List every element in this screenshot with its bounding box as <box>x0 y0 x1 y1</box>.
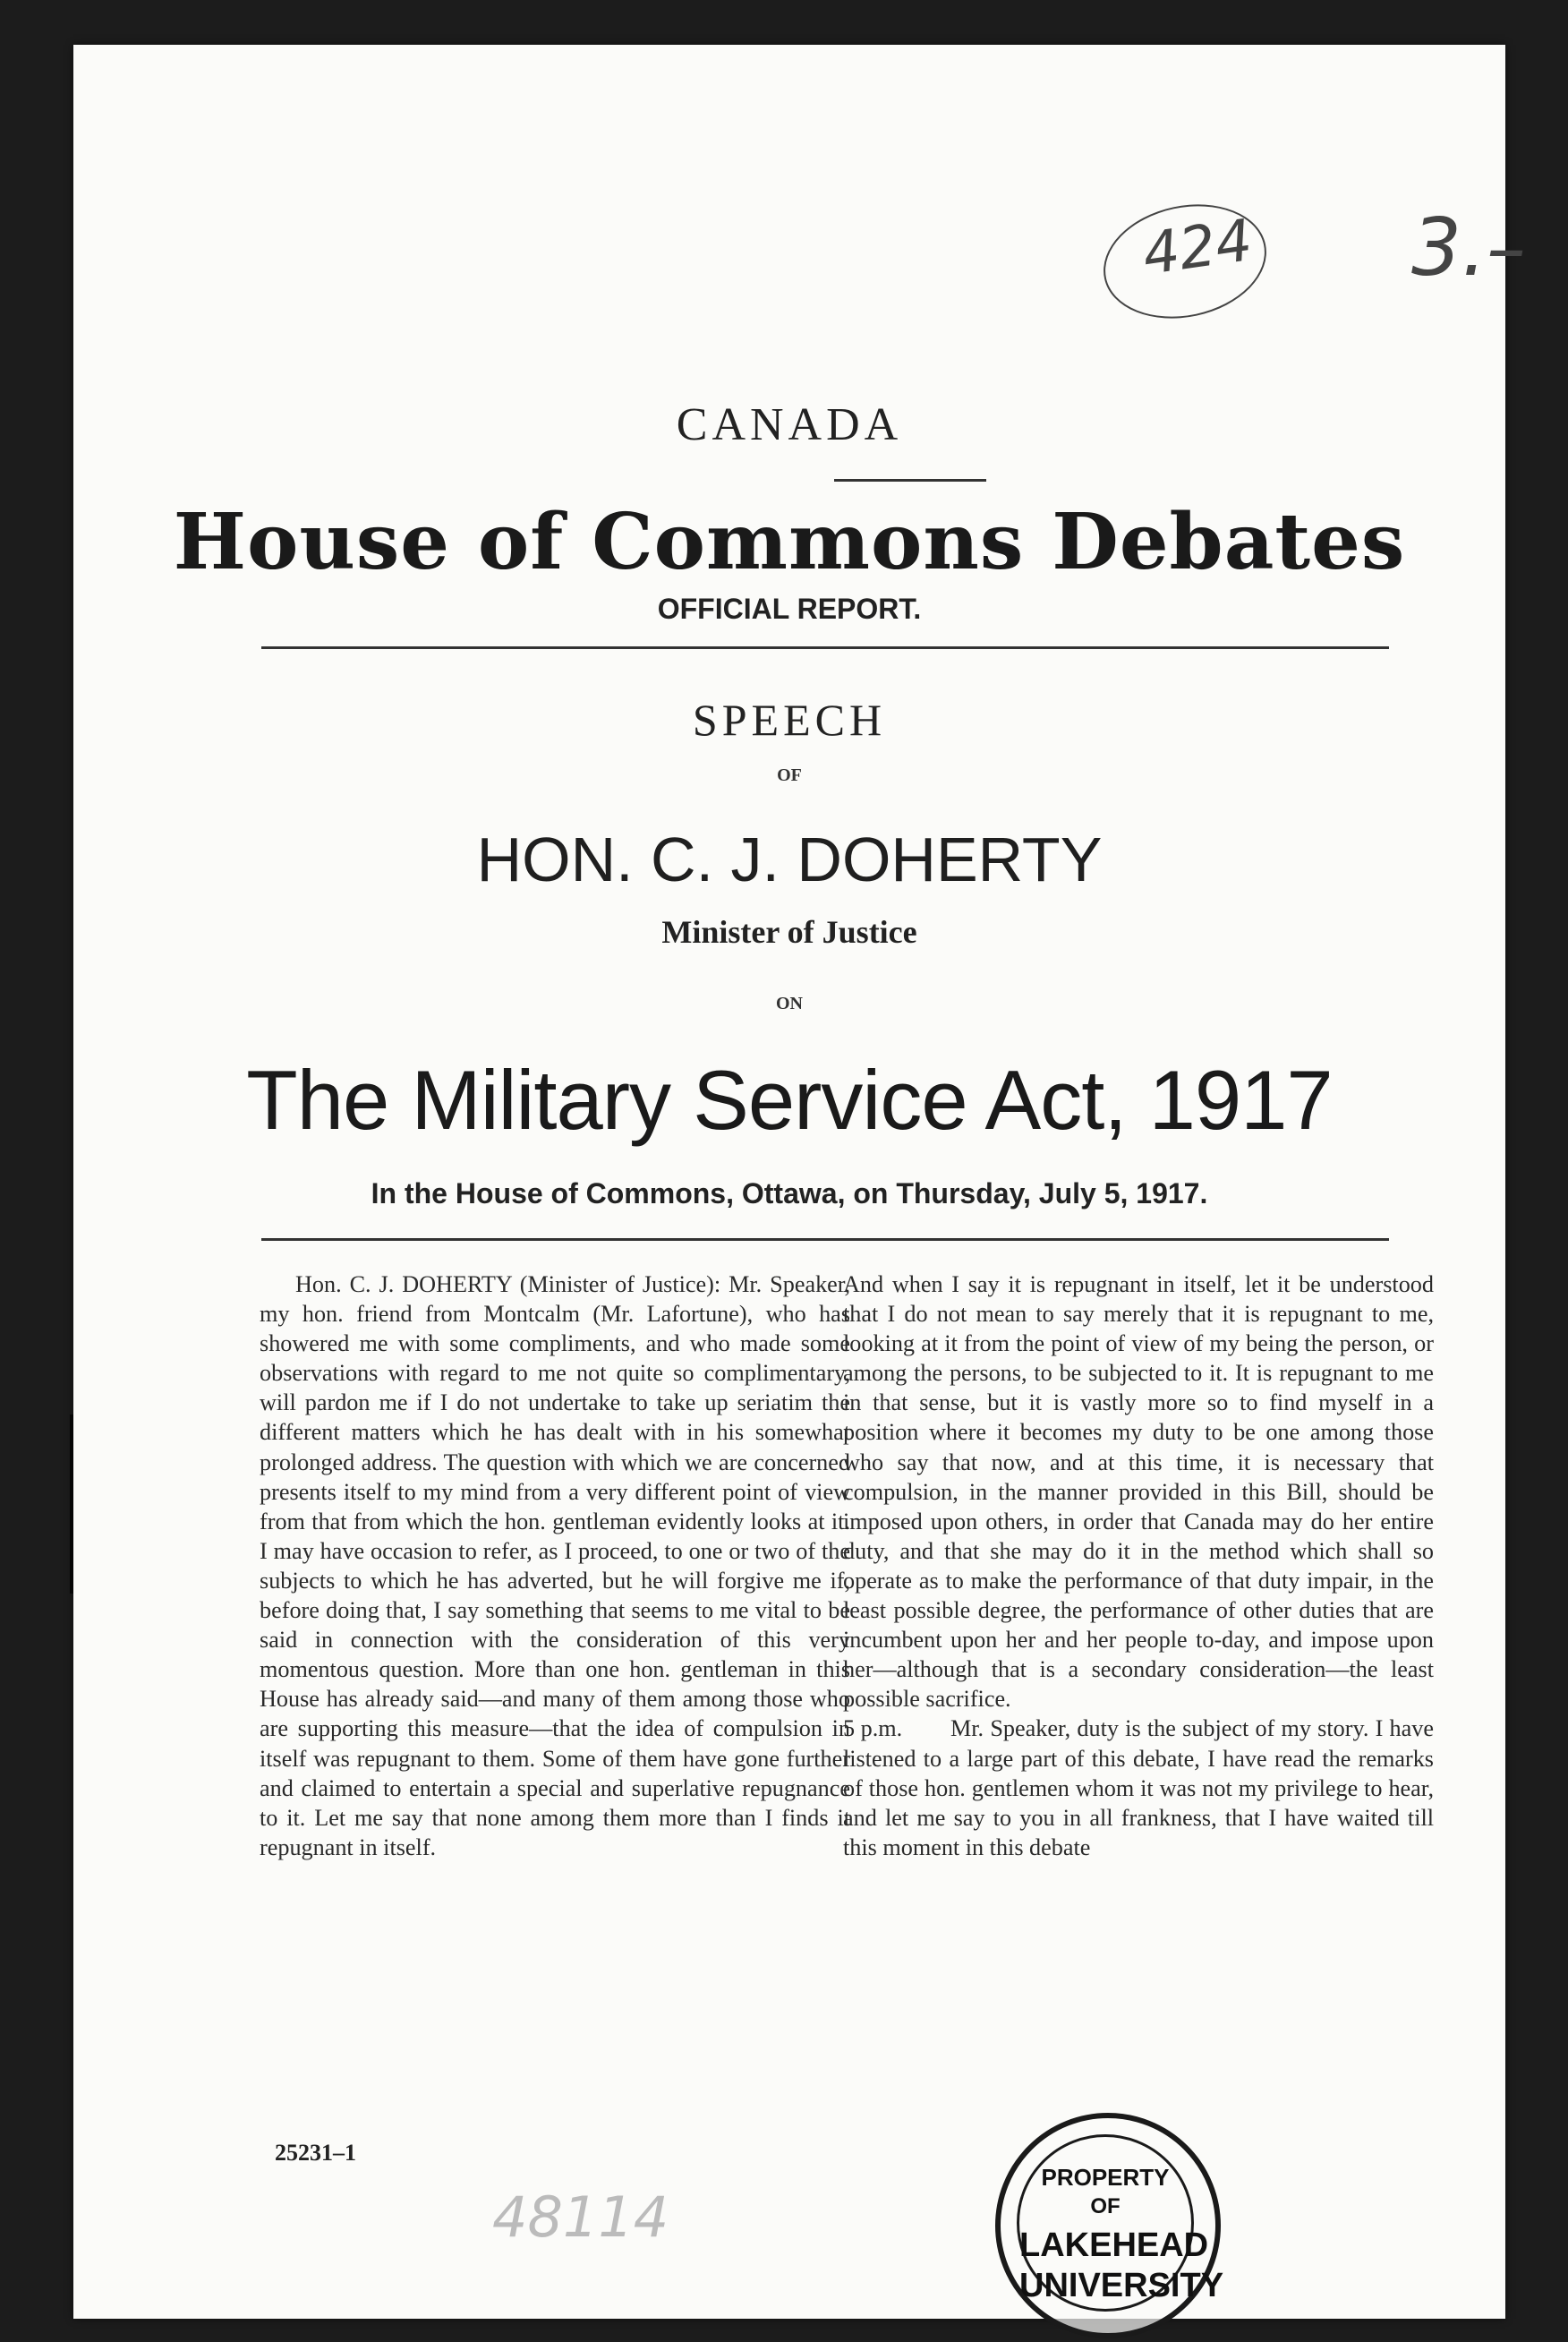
stamp-line-4: UNIVERSITY <box>1019 2267 1224 2304</box>
library-stamp <box>995 2113 1224 2338</box>
right-column-para-2-wrap <box>843 1714 1434 1861</box>
print-code: 25231–1 <box>275 2140 356 2166</box>
on-label: ON <box>776 994 803 1013</box>
left-column-text: Hon. C. J. DOHERTY (Minister of Justice): Mr. Speaker, my hon. friend from Montcalm (Mr. Lafortune), who has showered me with some compliments, and who made some observations with regard to me not quite so complimentary, will pardon me if I do not undertake to take up seriatim the different matters which he has dealt with in his somewhat prolonged address. The question with which we are concerned presents itself to my mind from a very different point of view from that from which the hon. gentleman evidently looks at it. I may have occasion to refer, as I proceed, to one or two of the subjects to which he has adverted, but he will forgive me if, before doing that, I say something that seems to me vital to be said in connection with the consideration of this very momentous question. More than one hon. gentleman in this House has already said—and many of them among those who are supporting this measure—that the idea of compulsion in itself was repugnant to them. Some of them have gone further and claimed to entertain a special and superlative repugnance to it. Let me say that none among them more than I finds it repugnant in itself. <box>260 1271 850 1860</box>
official-report: OFFICIAL REPORT. <box>657 593 922 625</box>
document-page <box>73 45 1526 2319</box>
stamp-inner-ring <box>1017 2134 1224 2312</box>
speech-heading: SPEECH <box>692 695 887 745</box>
publication-title: House of Commons Debates <box>173 497 1406 587</box>
subject-title: The Military Service Act, 1917 <box>246 1053 1333 1147</box>
right-column-para-2: Mr. Speaker, duty is the subject of my story. I have listened to a large part of this debate, I have read the remarks of those hon. gentlemen whom it was not my privilege to hear, and let me say to you in all frankness, that I have waited till this moment in this debate <box>843 1715 1434 1860</box>
handwritten-inventory: 48114 <box>492 2184 669 2250</box>
divider-rule-top <box>261 646 1389 649</box>
of-label: OF <box>777 765 802 785</box>
stamp-line-2: OF <box>1090 2194 1121 2218</box>
right-column <box>843 1269 1434 1862</box>
handwritten-price: 3.– <box>1411 201 1526 294</box>
speaker-title: Minister of Justice <box>661 914 917 950</box>
stamp-line-1: PROPERTY <box>1041 2164 1170 2191</box>
stamp-line-3: LAKEHEAD <box>1019 2227 1209 2264</box>
speaker-name: HON. C. J. DOHERTY <box>476 825 1103 894</box>
right-column-para-1: And when I say it is repugnant in itself, let it be understood that I do not mean to say merely that it is repugnant to me, looking at it from the point of view of my being the person, or among the persons, to be subjected to it. It is repugnant to me in that sense, but it is vastly more so to find myself in a position where it becomes my duty to be one among those who say that now, and at this time, it is necessary that compulsion, in the manner provided in this Bill, should be imposed upon others, in order that Canada may do her entire duty, and that she may do it in the method which shall so operate as to make the performance of that duty impair, in the least possible degree, the performance of other duties that are incumbent upon her and her people to-day, and impose upon her—although that is a secondary consideration—the least possible sacrifice. <box>843 1271 1434 1713</box>
left-column <box>260 1269 850 1862</box>
divider-rule-bottom <box>261 1238 1389 1241</box>
time-note: 5 p.m. <box>843 1715 903 1742</box>
country-heading: CANADA <box>676 399 903 450</box>
handwritten-number: 424 <box>1138 207 1257 289</box>
venue-line: In the House of Commons, Ottawa, on Thursday, July 5, 1917. <box>371 1177 1208 1209</box>
short-rule <box>834 479 986 482</box>
